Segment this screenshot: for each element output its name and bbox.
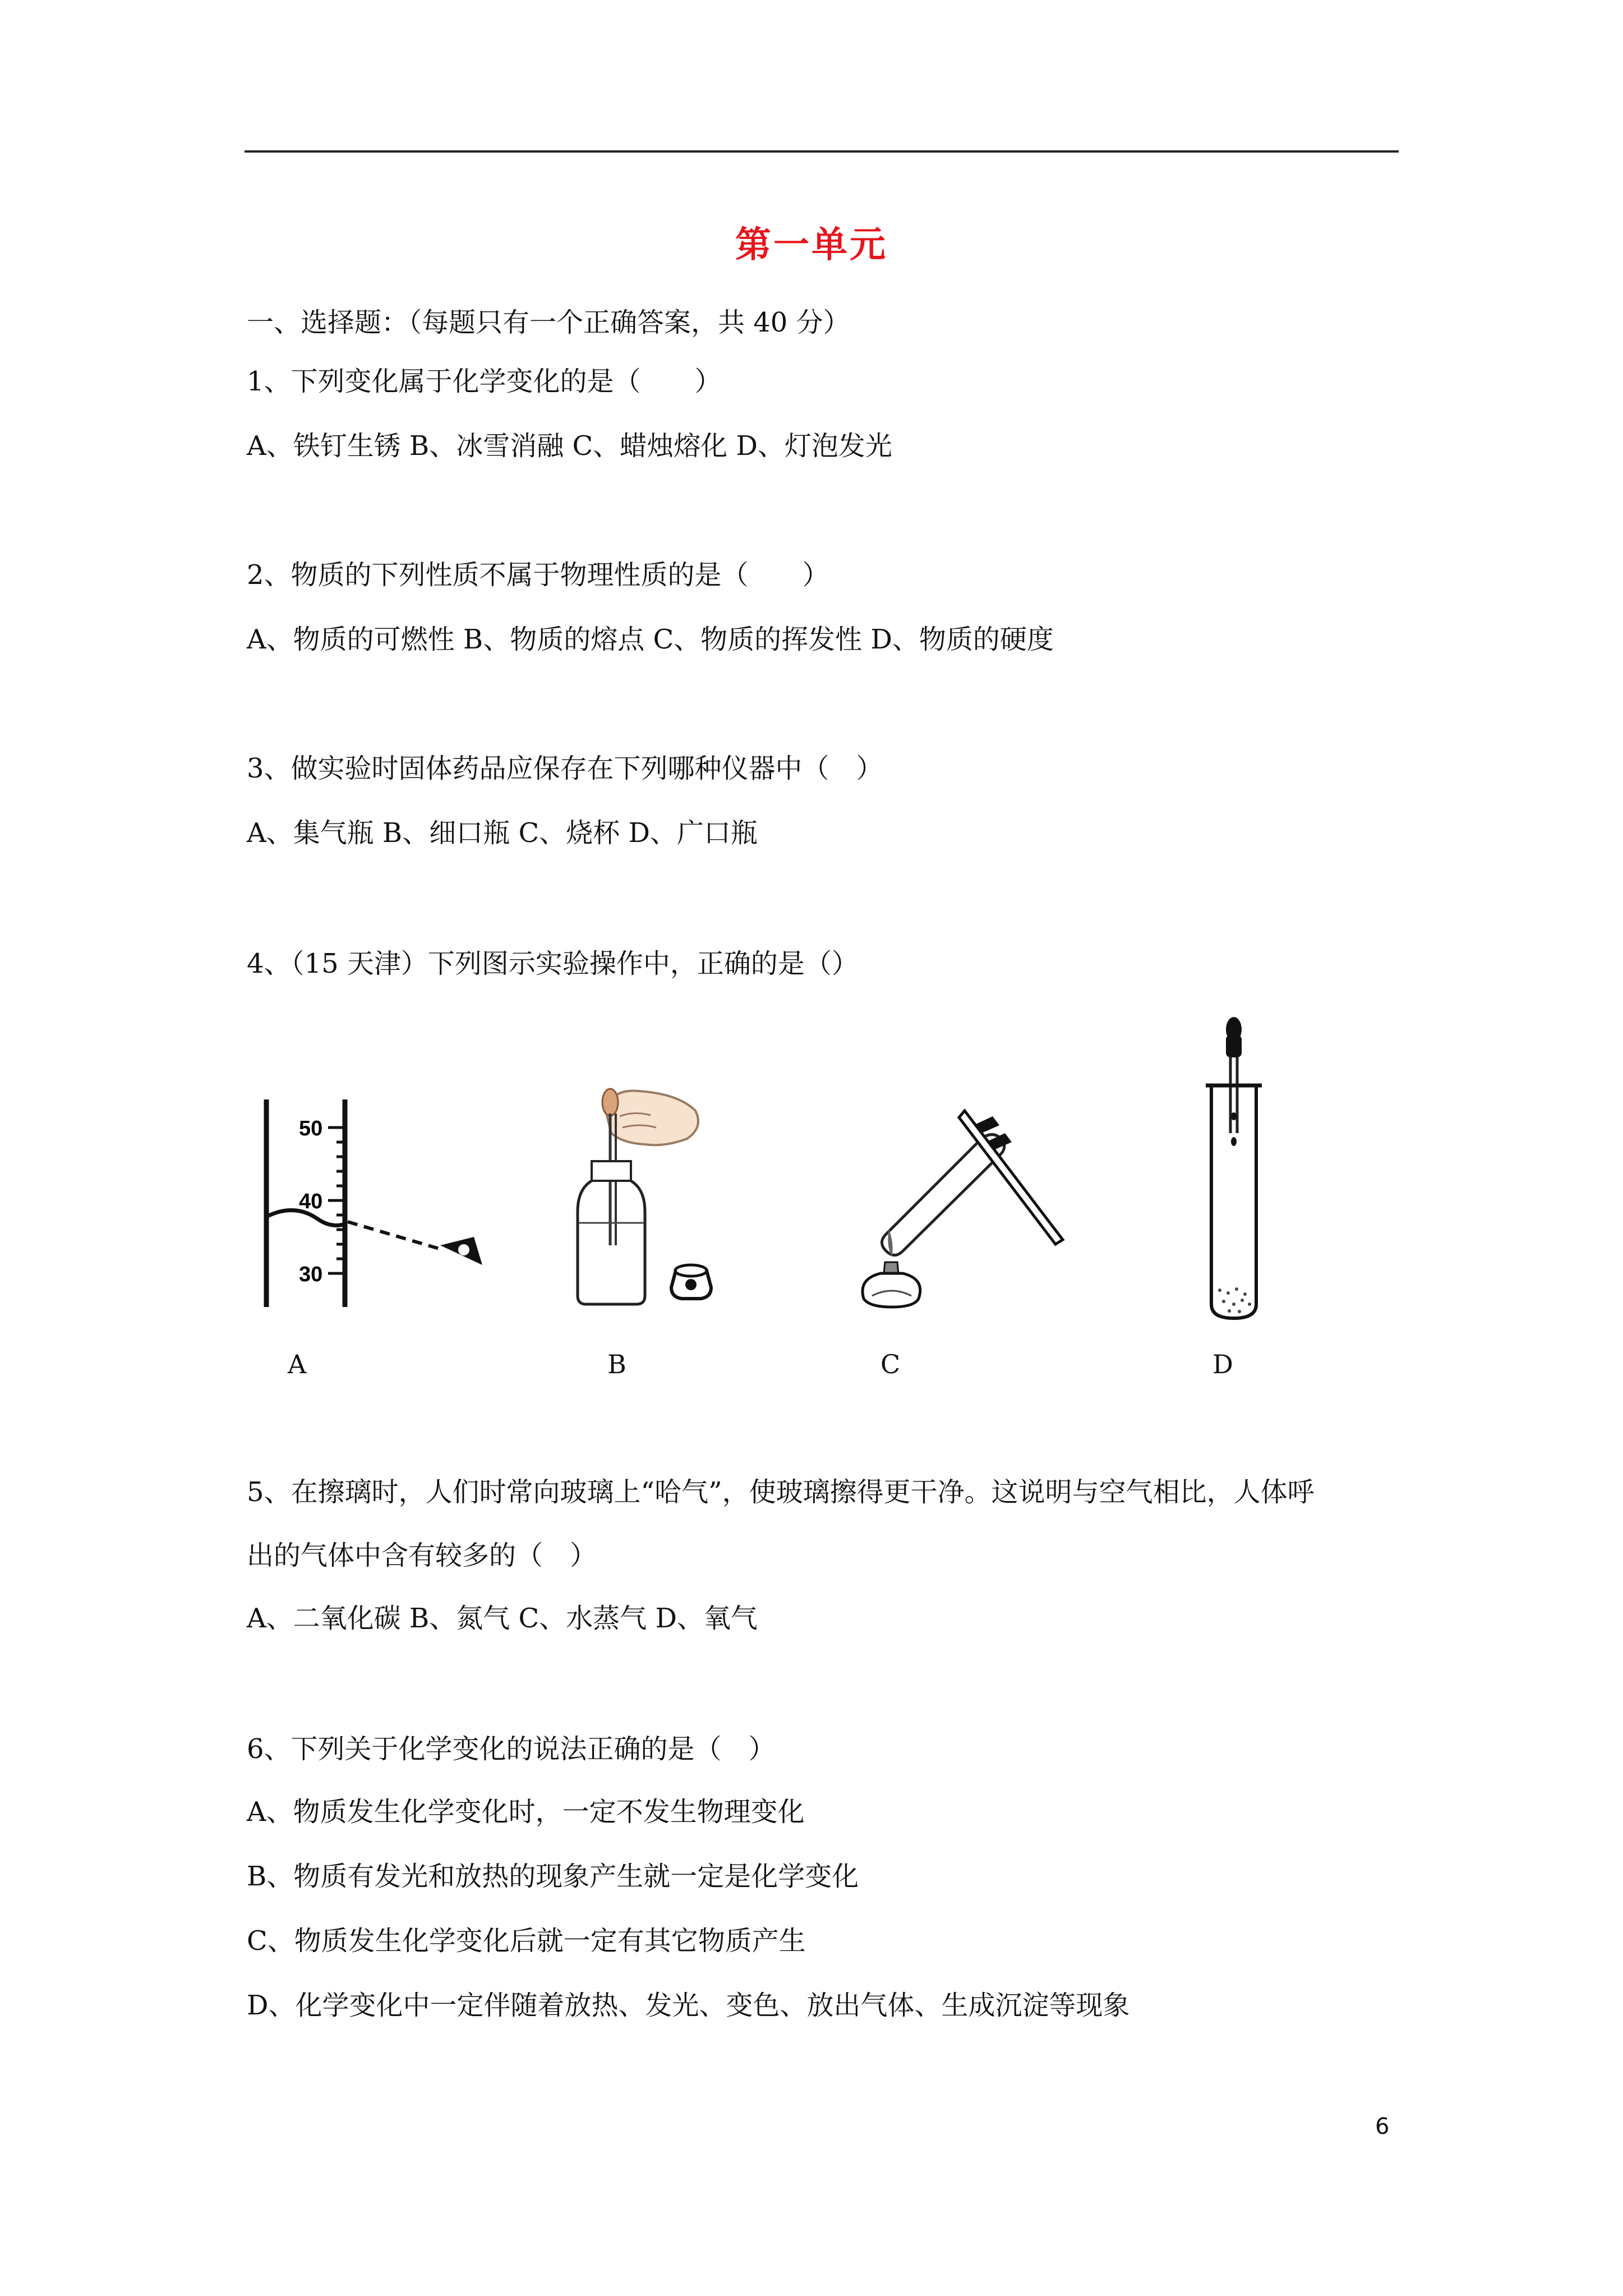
page-title: 第一单元 [735,224,888,266]
question-6-option-b: B、物质有发光和放热的现象产生就一定是化学变化 [247,1861,859,1892]
question-5-options: A、二氧化碳 B、氮气 C、水蒸气 D、氧气 [247,1603,758,1634]
header-rule [245,150,1399,153]
figure-label-c: C [880,1349,901,1379]
question-3-stem: 3、做实验时固体药品应保存在下列哪种仪器中（ ） [247,753,883,784]
question-6-option-a: A、物质发生化学变化时，一定不发生物理变化 [247,1796,805,1828]
figure-d-dropper-test-tube [1189,1013,1279,1327]
figure-label-d: D [1212,1349,1233,1379]
section-heading: 一、选择题：（每题只有一个正确答案，共 40 分） [247,307,850,338]
cylinder-tick-40: 40 [299,1190,323,1213]
dropper-bulb-icon [1226,1017,1242,1057]
eye-icon [440,1237,482,1265]
question-5-stem-line2: 出的气体中含有较多的（ ） [247,1540,597,1571]
question-4-stem: 4、（15 天津）下列图示实验操作中，正确的是（） [247,948,859,979]
question-3-options: A、集气瓶 B、细口瓶 C、烧杯 D、广口瓶 [247,817,758,849]
figure-label-a: A [288,1349,307,1379]
bottle-stopper-icon [671,1265,711,1299]
question-1-options: A、铁钉生锈 B、冰雪消融 C、蜡烛熔化 D、灯泡发光 [247,430,892,462]
question-2-options: A、物质的可燃性 B、物质的熔点 C、物质的挥发性 D、物质的硬度 [247,624,1054,655]
question-6-option-c: C、物质发生化学变化后就一定有其它物质产生 [247,1925,806,1957]
question-5-stem-line1: 5、在擦璃时，人们时常向玻璃上“哈气”，使玻璃擦得更干净。这说明与空气相比，人体呼 [247,1476,1315,1508]
page-number: 6 [1375,2114,1390,2139]
question-6-stem: 6、下列关于化学变化的说法正确的是（ ） [247,1733,776,1765]
question-1-stem: 1、下列变化属于化学变化的是（ ） [247,366,722,397]
figure-a-graduated-cylinder [255,1094,508,1318]
figure-label-b: B [607,1349,626,1379]
question-6-option-d: D、化学变化中一定伴随着放热、发光、变色、放出气体、生成沉淀等现象 [247,1990,1130,2021]
figure-b-dropper-bottle [566,1077,735,1324]
question-2-stem: 2、物质的下列性质不属于物理性质的是（ ） [247,559,829,591]
cylinder-tick-30: 30 [299,1263,323,1286]
cylinder-tick-50: 50 [299,1117,323,1140]
figure-c-heating-test-tube [852,1077,1077,1313]
